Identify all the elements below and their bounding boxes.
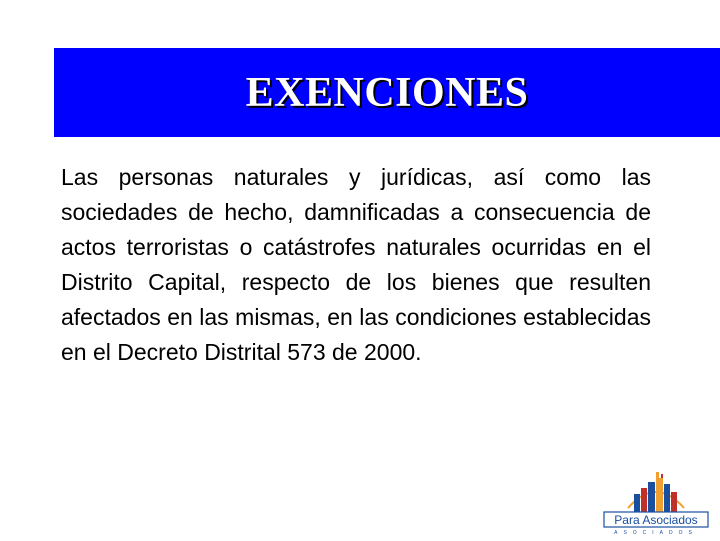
slide-title: EXENCIONES: [245, 69, 529, 116]
building-skyline-logo-icon: [600, 470, 712, 536]
logo-tagline: ASOCIADOS: [614, 530, 698, 536]
company-logo: [600, 470, 712, 536]
logo-name: Para Asociados: [614, 513, 698, 527]
title-banner: [54, 48, 720, 137]
slide-body-text: Las personas naturales y jurídicas, así como las sociedades de hecho, damnificadas a consecuencia de actos terroristas o catástrofes naturales ocurridas en el Distrito Capital, respecto de los bienes que resulten afectados en las mismas, en las condiciones establecidas en el Decreto Distrital 573 de 2000.: [61, 164, 651, 365]
